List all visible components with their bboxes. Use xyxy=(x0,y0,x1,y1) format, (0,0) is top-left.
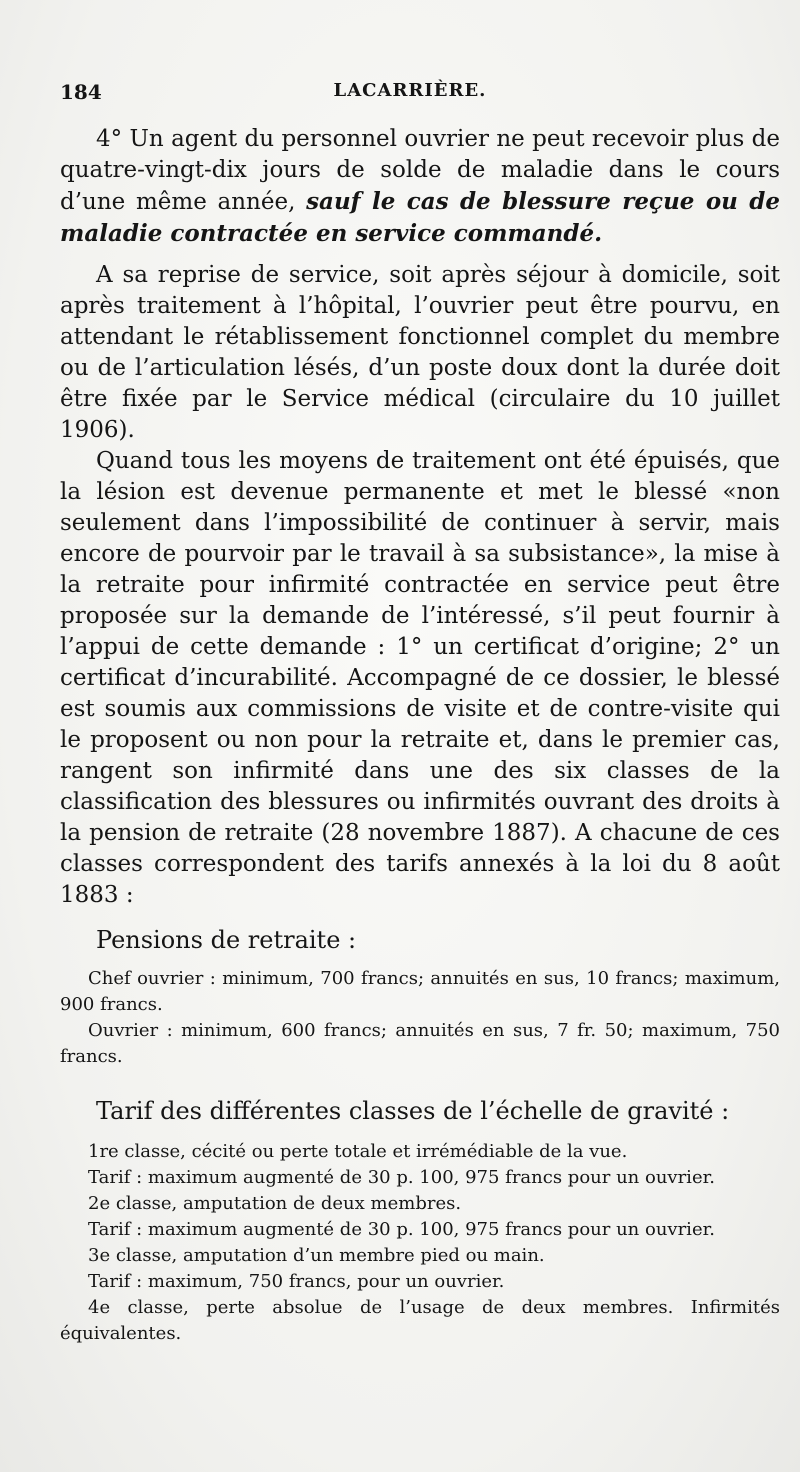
page-number: 184 xyxy=(60,80,102,104)
paragraph-retraite: Quand tous les moyens de traitement ont été épuisés, que la lésion est devenue permanente et met le blessé «non seulement dans l’impossibilité de continuer à servir, mais encore de pourvoir par le travail à sa subsistance», la mise à la retraite pour infirmité contractée en service peut être proposée sur la demande de l’intéressé, s’il peut fournir à l’appui de cette demande : 1° un certificat d’origine; 2° un certificat d’incurabilité. Accompagné de ce dossier, le blessé est soumis aux commissions de visite et de contre-visite qui le proposent ou non pour la retraite et, dans le premier cas, rangent son infirmité dans une des six classes de la classification des blessures ou infirmités ouvrant des droits à la pension de retraite (28 novembre 1887). A chacune de ces classes correspondent des tarifs annexés à la loi du 8 août 1883 : xyxy=(60,448,780,908)
paragraph-4-italic: sauf le cas de blessure reçue ou de maladie contractée en service commandé. xyxy=(60,188,780,247)
paragraph-reprise: A sa reprise de service, soit après séjour à domicile, soit après traitement à l’hôpital, l’ouvrier peut être pourvu, en attendant le rétablissement fonctionnel complet du membre ou de l’articulation lésés, d’un poste doux dont la durée doit être fixée par le Service médical (circulaire du 10 juillet 1906). xyxy=(60,262,780,443)
pension-chef-ouvrier: Chef ouvrier : minimum, 700 francs; annuités en sus, 10 francs; maximum, 900 francs. xyxy=(60,968,780,1015)
page-header xyxy=(60,80,760,110)
tarif-line: Tarif : maximum, 750 francs, pour un ouvrier. xyxy=(88,1271,505,1292)
tarif-line: 1re classe, cécité ou perte totale et irrémédiable de la vue. xyxy=(88,1141,628,1162)
pensions-heading: Pensions de retraite : xyxy=(96,926,357,954)
tarif-heading: Tarif des différentes classes de l’échelle de gravité : xyxy=(96,1097,730,1125)
tarif-line: 2e classe, amputation de deux membres. xyxy=(88,1193,462,1214)
tarif-line: 3e classe, amputation d’un membre pied ou main. xyxy=(88,1245,545,1266)
pensions-list xyxy=(60,966,780,1070)
tarif-line: 4e classe, perte absolue de l’usage de deux membres. Infirmités équivalentes. xyxy=(60,1297,780,1344)
paragraph-4-text: 4° Un agent du personnel ouvrier ne peut recevoir plus de quatre-vingt-dix jours de solde de maladie dans le cours d’une même année, xyxy=(60,126,780,215)
tarif-line: Tarif : maximum augmenté de 30 p. 100, 975 francs pour un ouvrier. xyxy=(88,1219,715,1240)
paragraph-4 xyxy=(60,124,780,250)
tarif-list xyxy=(60,1139,780,1347)
tarif-line: Tarif : maximum augmenté de 30 p. 100, 975 francs pour un ouvrier. xyxy=(88,1167,715,1188)
pension-ouvrier: Ouvrier : minimum, 600 francs; annuités en sus, 7 fr. 50; maximum, 750 francs. xyxy=(60,1020,780,1067)
page-body xyxy=(60,124,780,1347)
running-title: LACARRIÈRE. xyxy=(333,80,487,101)
